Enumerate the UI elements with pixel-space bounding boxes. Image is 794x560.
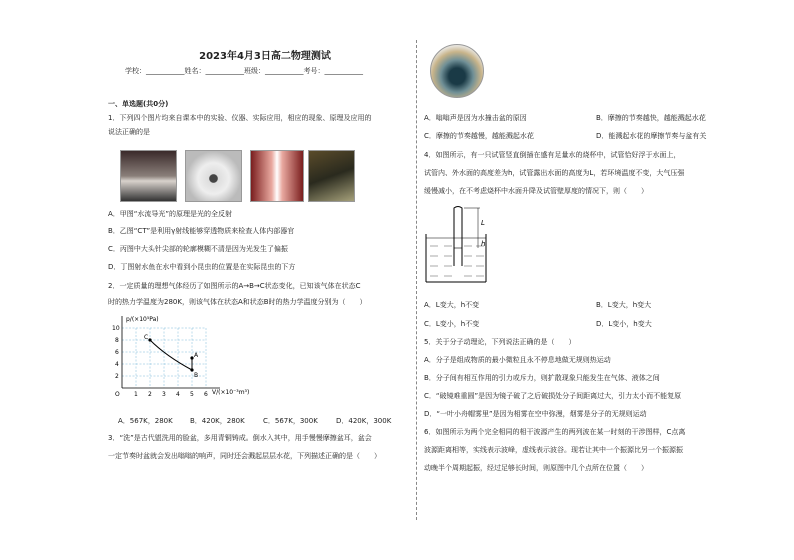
q1-option-a: A．甲图“水流导光”的原理是光的全反射 bbox=[108, 210, 233, 218]
q1-option-d: D．丁图射水鱼在水中看到小昆虫的位置是在实际昆虫的下方 bbox=[108, 263, 296, 271]
q3-option-b: B．摩擦的节奏越快，越能溅起水花 bbox=[596, 114, 706, 122]
photo-water-light-guide bbox=[120, 150, 177, 202]
q2-option-a: A．567K，280K bbox=[118, 417, 173, 425]
x-tick: 5 bbox=[190, 391, 194, 398]
x-tick: 1 bbox=[134, 391, 138, 398]
q1-option-c: C．丙图中大头针尖部的轮廓模糊不清是因为光发生了偏振 bbox=[108, 245, 288, 253]
y-tick: 4 bbox=[115, 361, 119, 368]
q4-option-c: C．L变小，h不变 bbox=[424, 320, 480, 328]
origin-label: O bbox=[115, 391, 120, 398]
q5-stem: 5．关于分子动理论，下列说法正确的是（ ） bbox=[424, 338, 576, 346]
x-tick: 6 bbox=[204, 391, 208, 398]
q1-option-b: B．乙图“CT”是利用γ射线能够穿透物质来检查人体内部器官 bbox=[108, 227, 295, 235]
x-tick: 4 bbox=[176, 391, 180, 398]
point-b-label: B bbox=[194, 372, 199, 379]
column-divider bbox=[416, 40, 417, 520]
y-tick: 10 bbox=[112, 325, 120, 332]
q4-stem-line1: 4．如图所示，有一只试管竖直倒插在盛有足量水的烧杯中，试管恰好浮于水面上， bbox=[424, 151, 681, 159]
section-heading: 一、单选题(共0分) bbox=[108, 100, 169, 108]
point-c-marker bbox=[148, 338, 151, 341]
x-axis-label: V/(×10⁻³m³) bbox=[212, 389, 250, 396]
q6-stem-line1: 6．如图所示为两个完全相同的相干波源产生的两列波在某一时刻的干涉图样，C点离 bbox=[424, 428, 686, 436]
photo-pin-diffraction bbox=[250, 150, 304, 202]
q4-stem-line2: 试管内、外水面的高度差为h，试管露出水面的高度为L，若环境温度不变，大气压强 bbox=[424, 169, 685, 177]
q4-option-d: D．L变小，h变大 bbox=[596, 320, 652, 328]
exam-title: 2023年4月3日高二物理测试 bbox=[199, 51, 331, 62]
q2-stem-line1: 2．一定质量的理想气体经历了如图所示的A→B→C状态变化，已知该气体在状态C bbox=[108, 282, 361, 290]
tube-diagram bbox=[424, 204, 504, 284]
q2-option-d: D．420K，300K bbox=[336, 417, 392, 425]
q4-option-b: B．L变大，h变大 bbox=[596, 301, 652, 309]
q5-option-c: C．“破镜难重圆”是因为镜子破了之后破损处分子间距离过大，引力太小而不能复原 bbox=[424, 392, 682, 400]
y-tick: 6 bbox=[115, 349, 119, 356]
y-tick: 8 bbox=[115, 337, 119, 344]
q5-option-b: B．分子间有相互作用的引力或斥力，则扩散现象只能发生在气体、液体之间 bbox=[424, 374, 660, 382]
q3-stem-line2: 一定节奏时盆就会发出嗡嗡的响声，同时还会溅起层层水花，下列描述正确的是（ ） bbox=[108, 452, 381, 460]
q5-option-d: D．“一叶小舟帽雾里”是因为相雾在空中弥漫，烟雾是分子的无规则运动 bbox=[424, 410, 647, 418]
q6-stem-line3: 动晚半个周期起振，经过足够长时间，则原图中几个点所在位置（ ） bbox=[424, 464, 648, 472]
label-l: L bbox=[481, 219, 485, 227]
water-hatch bbox=[430, 246, 484, 276]
q2-stem-line2: 时的热力学温度为280K，则该气体在状态A和状态B时的热力学温度分别为（ ） bbox=[108, 298, 367, 306]
q6-stem-line2: 波源距离相等，实线表示波峰，虚线表示波谷。现若让其中一个振源比另一个振源振 bbox=[424, 446, 683, 454]
label-h: h bbox=[481, 240, 486, 248]
q3-stem-line1: 3．“洗”是古代盥洗用的脸盆，多用青铜铸成。倒水入其中，用手慢慢摩擦盆耳，盆会 bbox=[108, 434, 372, 442]
q5-option-a: A．分子是组成物质的最小微粒且永不停息地做无规则热运动 bbox=[424, 356, 611, 364]
photo-ct-scanner bbox=[185, 150, 242, 202]
x-tick: 3 bbox=[162, 391, 166, 398]
q1-stem-line1: 1．下列四个图片均来自课本中的实验、仪器、实际应用，相应的现象、原理及应用的 bbox=[108, 114, 372, 122]
pv-graph bbox=[108, 314, 288, 410]
q4-stem-line3: 缓慢减小，在不考虑烧杯中水面升降及试管壁厚度的情况下，则（ ） bbox=[424, 187, 648, 195]
q4-option-a: A．L变大，h不变 bbox=[424, 301, 480, 309]
q3-option-c: C．摩擦的节奏越慢，越能溅起水花 bbox=[424, 132, 534, 140]
point-a-label: A bbox=[194, 352, 199, 359]
y-tick: 2 bbox=[115, 373, 119, 380]
q3-option-d: D．能溅起水花的摩擦节奏与盆有关 bbox=[596, 132, 707, 140]
isotherm-curve bbox=[150, 340, 192, 370]
q2-option-b: B．420K，280K bbox=[190, 417, 245, 425]
photo-archerfish bbox=[308, 150, 355, 202]
x-tick: 2 bbox=[148, 391, 152, 398]
y-axis-label: p/(×10⁵Pa) bbox=[126, 316, 159, 323]
q1-stem-line2: 说法正确的是 bbox=[108, 128, 150, 136]
point-c-label: C bbox=[144, 334, 149, 341]
q3-option-a: A．嗡嗡声是因为水撞击盆的原因 bbox=[424, 114, 527, 122]
q2-option-c: C．567K，300K bbox=[263, 417, 318, 425]
student-info-fields: 学校：___________姓名：___________班级：___________考号：___________ bbox=[125, 67, 363, 75]
test-tube bbox=[454, 207, 462, 267]
photo-bronze-basin bbox=[430, 44, 484, 98]
